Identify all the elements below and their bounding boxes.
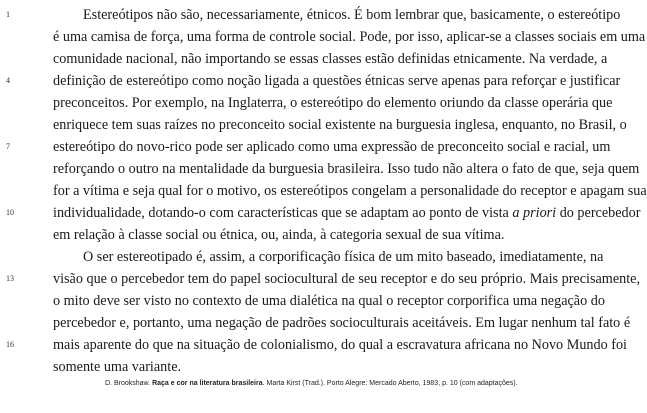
text-line: percebedor e, portanto, uma negação de padrões socioculturais aceitáveis. Em lugar nenhum tal fato é [53, 315, 631, 331]
line-number: 7 [6, 142, 10, 151]
citation-title: Raça e cor na literatura brasileira [152, 380, 263, 387]
text-segment: do percebedor [556, 205, 641, 221]
line-number: 13 [6, 274, 14, 283]
text-line [53, 202, 641, 224]
text-line: enriquece tem suas raízes no preconceito social existente na burguesia inglesa, enquanto, no Brasil, o [53, 117, 627, 133]
text-line: somente uma variante. [53, 359, 182, 375]
text-segment: individualidade, dotando-o com características que se adaptam ao ponto de vista [53, 205, 513, 221]
text-line: Estereótipos não são, necessariamente, étnicos. É bom lembrar que, basicamente, o estereótipo [83, 7, 621, 23]
text-line: visão que o percebedor tem do papel sociocultural de seu receptor e do seu próprio. Mais precisamente, [53, 271, 640, 287]
citation-details: . Marta Kirst (Trad.). Porto Alegre: Mercado Aberto, 1983, p. 10 (com adaptações). [262, 380, 518, 387]
text-line: definição de estereótipo como noção ligada a questões étnicas serve apenas para reforçar e justificar [53, 73, 621, 89]
text-line: comunidade nacional, não importando se essas classes estão definidas etnicamente. Na verdade, a [53, 51, 608, 67]
text-line: reforçando o outro na mentalidade da burguesia brasileira. Isso tudo não altera o fato de que, seja quem [53, 161, 640, 177]
text-line: for a vítima e seja qual for o motivo, os estereótipos congelam a personalidade do receptor e apagam sua [53, 183, 647, 199]
text-line: em relação à classe social ou étnica, ou, ainda, à categoria sexual de sua vítima. [53, 227, 505, 243]
text-line: O ser estereotipado é, assim, a corporificação física de um mito baseado, imediatamente, na [83, 249, 604, 265]
citation-author: D. Brookshaw. [105, 380, 151, 387]
italic-term: a priori [512, 205, 557, 221]
source-citation [105, 378, 518, 390]
text-line: é uma camisa de força, uma forma de controle social. Pode, por isso, aplicar-se a classes sociais em uma [53, 29, 646, 45]
text-line: preconceitos. Por exemplo, na Inglaterra, o estereótipo do elemento oriundo da classe operária que [53, 95, 613, 111]
text-line: o mito deve ser visto no contexto de uma dialética na qual o receptor corporifica uma negação do [53, 293, 605, 309]
line-number: 10 [6, 208, 14, 217]
line-number: 16 [6, 340, 14, 349]
line-number: 1 [6, 10, 10, 19]
line-number: 4 [6, 76, 10, 85]
text-line: estereótipo do novo-rico pode ser aplicado como uma expressão de preconceito social e racial, um [53, 139, 611, 155]
text-line: mais aparente do que na situação de colonialismo, do qual a escravatura africana no Novo Mundo foi [53, 337, 627, 353]
